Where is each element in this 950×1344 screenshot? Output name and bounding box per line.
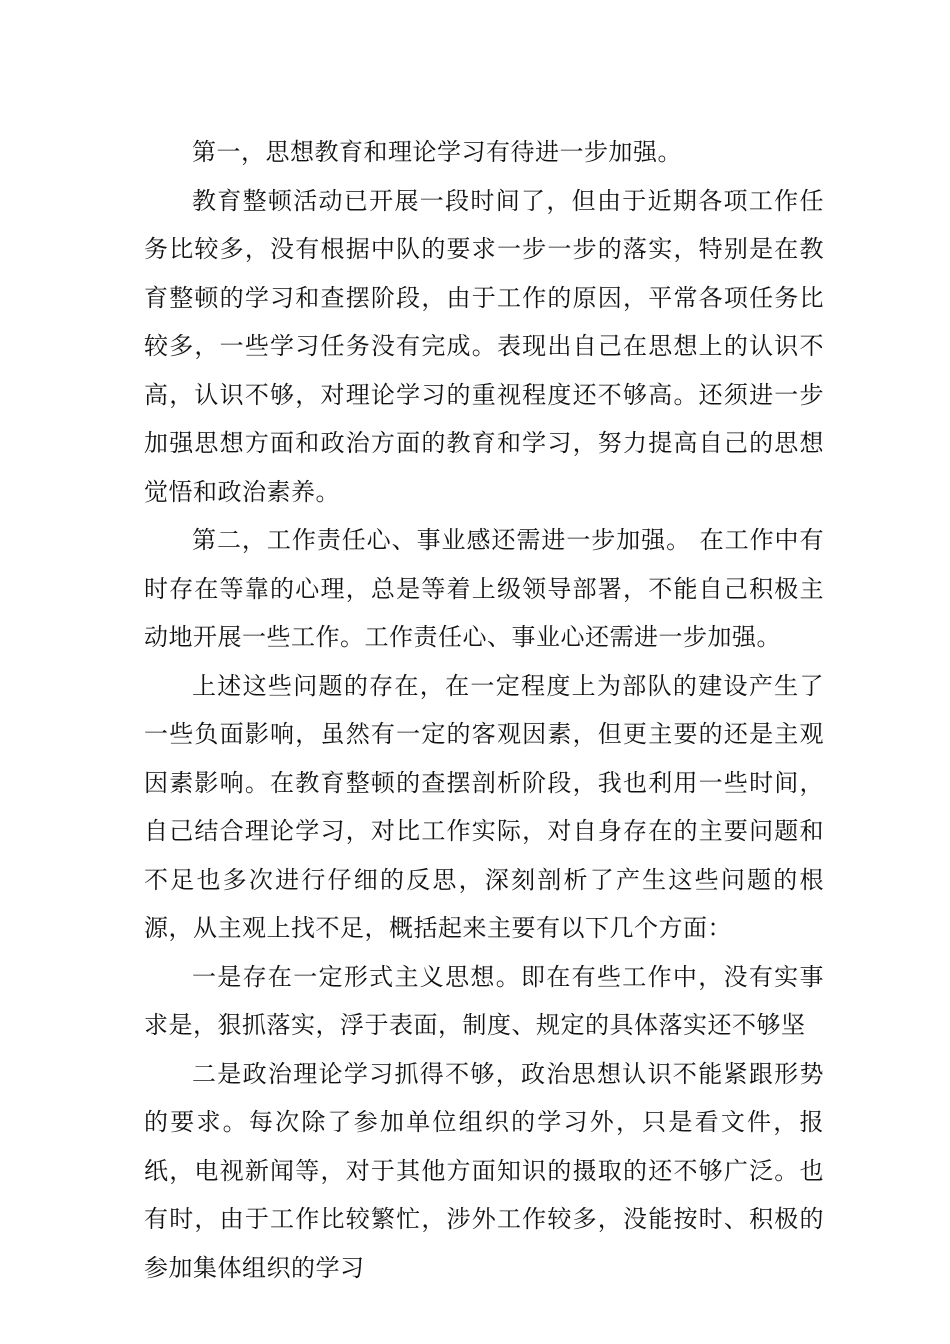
paragraph-1: 第一，思想教育和理论学习有待进一步加强。 [192,138,682,166]
document-body [144,128,824,1292]
paragraph-6: 二是政治理论学习抓得不够，政治思想认识不能紧跟形势的要求。每次除了参加单位组织的学习外，只是看文件，报纸，电视新闻等，对于其他方面知识的摄取的还不够广泛。也有时，由于工作比较繁忙，涉外工作较多，没能按时、积极的参加集体组织的学习 [144,1059,824,1282]
paragraph-3: 第二，工作责任心、事业感还需进一步加强。 在工作中有时存在等靠的心理，总是等着上级领导部署，不能自己积极主动地开展一些工作。工作责任心、事业心还需进一步加强。 [144,526,824,651]
paragraph-5: 一是存在一定形式主义思想。即在有些工作中，没有实事求是，狠抓落实，浮于表面，制度、规定的具体落实还不够坚 [144,962,824,1039]
paragraph-4: 上述这些问题的存在，在一定程度上为部队的建设产生了一些负面影响，虽然有一定的客观因素，但更主要的还是主观因素影响。在教育整顿的查摆剖析阶段，我也利用一些时间，自己结合理论学习，对比工作实际，对自身存在的主要问题和不足也多次进行仔细的反思，深刻剖析了产生这些问题的根源，从主观上找不足，概括起来主要有以下几个方面： [144,671,824,942]
paragraph-2: 教育整顿活动已开展一段时间了，但由于近期各项工作任务比较多，没有根据中队的要求一步一步的落实，特别是在教育整顿的学习和查摆阶段，由于工作的原因，平常各项任务比较多，一些学习任务没有完成。表现出自己在思想上的认识不高，认识不够，对理论学习的重视程度还不够高。还须进一步加强思想方面和政治方面的教育和学习，努力提高自己的思想觉悟和政治素养。 [144,186,824,506]
